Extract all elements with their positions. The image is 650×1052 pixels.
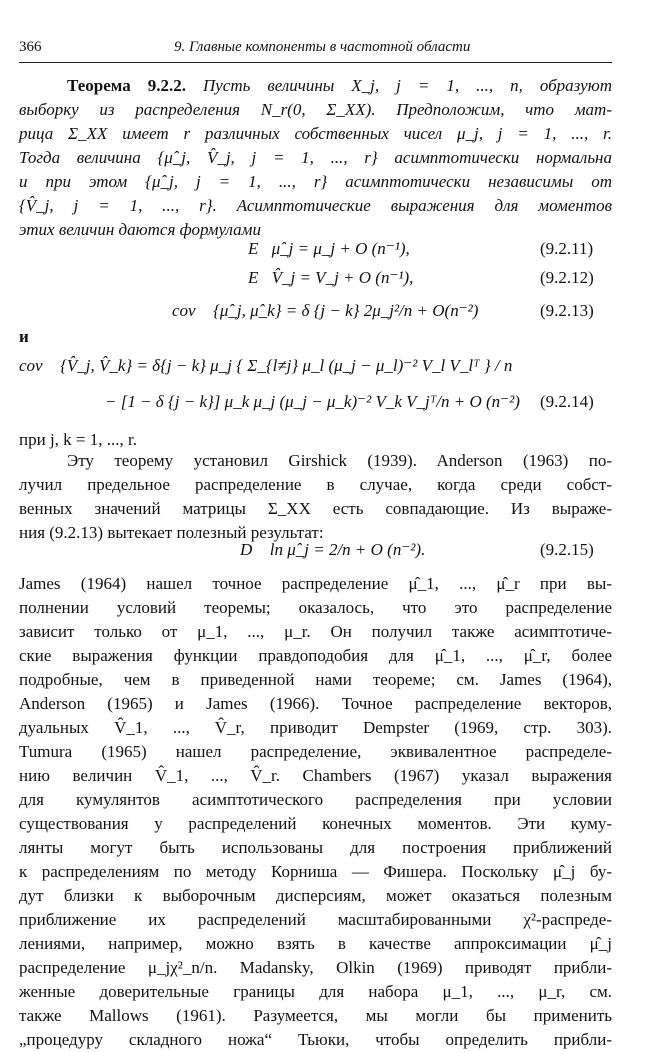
- equation-number: (9.2.13): [540, 301, 594, 320]
- text-line: Эту теорему установил Girshick (1939). Anderson (1963) по-: [67, 451, 612, 470]
- theorem-line: {V̂_j, j = 1, ..., r}. Асимптотические выражения для моментов: [19, 196, 612, 215]
- text-line: приближение их распределений масштабированными χ²-распреде-: [19, 910, 612, 929]
- conjunction: и: [19, 327, 29, 346]
- theorem-line: этих величин даются формулами: [19, 220, 262, 239]
- theorem-line: выборку из распределения N_r(0, Σ_XX). Предположим, что мат-: [19, 100, 612, 119]
- text-line: дут близки к выборочным дисперсиям, может оказаться полезным: [19, 886, 612, 905]
- equation: E⃗V̂_j = V_j + O (n⁻¹),: [248, 268, 414, 287]
- equation-number: (9.2.11): [540, 239, 594, 258]
- theorem-block: [19, 74, 612, 242]
- text-line: „процедуру складного ножа“ Тьюки, чтобы определить прибли-: [19, 1030, 612, 1049]
- text-line: ские выражения функции правдоподобия для μ̂_1, ..., μ̂_r, более: [19, 646, 612, 665]
- equation-number: (9.2.15): [540, 540, 594, 559]
- text-line: лениями, например, можно взять в качестве аппроксимации μ̂_j: [19, 934, 612, 953]
- theorem-line: рица Σ_XX имеет r различных собственных чисел μ_j, j = 1, ..., r.: [19, 124, 612, 143]
- text-line: при j, k = 1, ..., r.: [19, 430, 137, 449]
- text-line: к распределениям по методу Корниша — Фишера. Поскольку μ̂_j бу-: [19, 862, 612, 881]
- equation-14-line1: cov⃗ {V̂_j, V̂_k} = δ{j − k} μ_j { Σ_{l≠j} μ_l (μ_j − μ_l)⁻² V_l V_lᵀ } / n: [19, 356, 513, 375]
- text-line: Tumura (1965) нашел распределение, эквивалентное распределе-: [19, 742, 612, 761]
- text-line: нию величин V̂_1, ..., V̂_r. Chambers (1967) указал выражения: [19, 766, 612, 785]
- page-number: 366: [19, 39, 42, 55]
- theorem-line: Тогда величина {μ̂_j, V̂_j, j = 1, ..., r} асимптотически нормальна: [19, 148, 612, 167]
- text-line: зависит только от μ_1, ..., μ_r. Он получил также асимптотиче-: [19, 622, 612, 641]
- paragraph-1: [19, 449, 612, 545]
- text-line: полнении условий теоремы; оказалось, что это распределение: [19, 598, 612, 617]
- text-line: также Mallows (1961). Разумеется, мы могли бы применить: [19, 1006, 612, 1025]
- text-line: женные доверительные границы для набора μ_1, ..., μ_r, см.: [19, 982, 612, 1001]
- theorem-line: и при этом {μ̂_j, j = 1, ..., r} асимптотически независимы от: [19, 172, 612, 191]
- equation-number: (9.2.12): [540, 268, 594, 287]
- page-header: [19, 36, 612, 63]
- equation-14-line2: − [1 − δ {j − k}] μ_k μ_j (μ_j − μ_k)⁻² V_k V_jᵀ/n + O (n⁻²): [105, 392, 520, 411]
- text-line: ния (9.2.13) вытекает полезный результат:: [19, 523, 324, 542]
- text-line: Anderson (1965) и James (1966). Точное распределение векторов,: [19, 694, 612, 713]
- text-line: распределение μ_jχ²_n/n. Madansky, Olkin (1969) приводят прибли-: [19, 958, 612, 977]
- equation-number: (9.2.14): [540, 392, 594, 411]
- text-line: для кумулянтов асимптотического распределения при условии: [19, 790, 612, 809]
- equation-15: D⃗ ln μ̂_j = 2/n + O (n⁻²).: [240, 540, 426, 559]
- text-line: дуальных V̂_1, ..., V̂_r, приводит Dempster (1969, стр. 303).: [19, 718, 612, 737]
- text-line: James (1964) нашел точное распределение μ̂_1, ..., μ̂_r при вы-: [19, 574, 612, 593]
- text-line: лучил предельное распределение в случае, когда среди собст-: [19, 475, 612, 494]
- theorem-label: Теорема 9.2.2.: [67, 76, 186, 95]
- text-line: подробные, чем в приведенной нами теореме; см. James (1964),: [19, 670, 612, 689]
- text-line: венных значений матрицы Σ_XX есть совпадающие. Из выраже-: [19, 499, 612, 518]
- text-line: существования у распределений конечных моментов. Эти куму-: [19, 814, 612, 833]
- paragraph-2: [19, 572, 612, 1052]
- running-title: 9. Главные компоненты в частотной области: [174, 39, 471, 55]
- theorem-line: [19, 74, 612, 98]
- equation: cov⃗ {μ̂_j, μ̂_k} = δ {j − k} 2μ_j²/n + O(n⁻²): [172, 301, 479, 320]
- theorem-text: Пусть величины X_j, j = 1, ..., n, образуют: [202, 76, 612, 95]
- equation: E⃗μ̂_j = μ_j + O (n⁻¹),: [248, 239, 410, 258]
- text-line: лянты могут быть использованы для построения приближений: [19, 838, 612, 857]
